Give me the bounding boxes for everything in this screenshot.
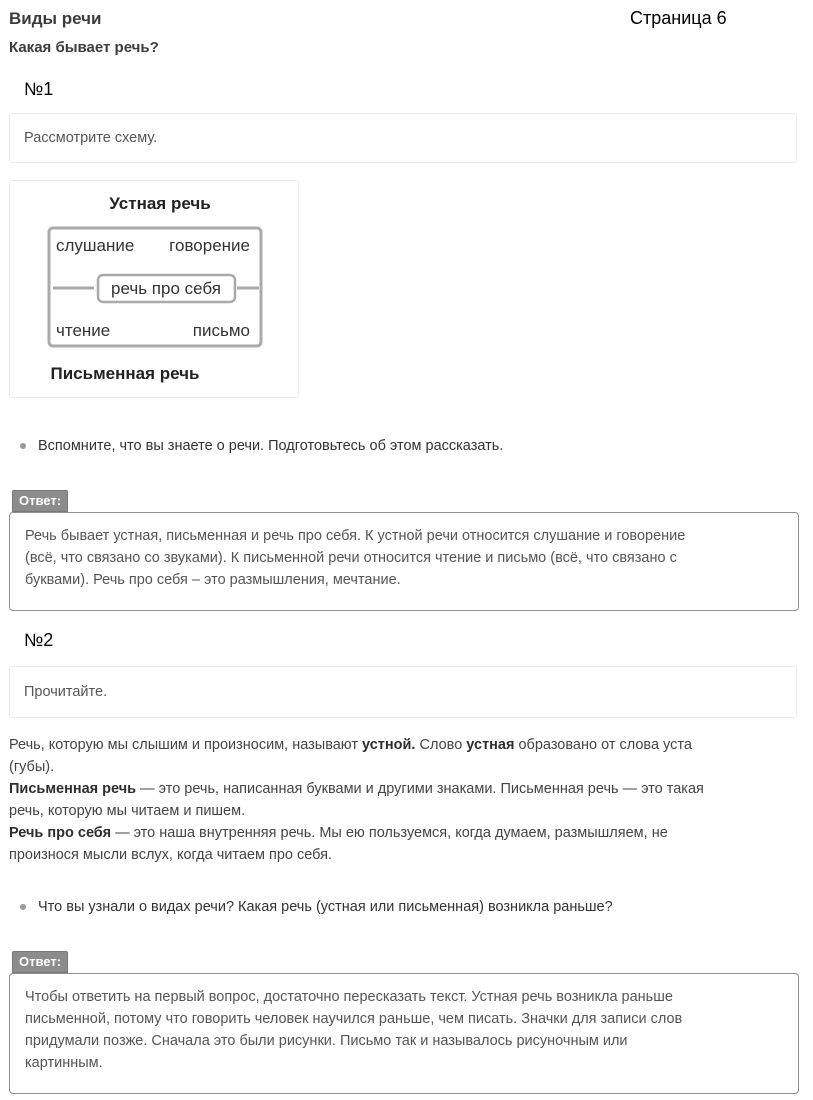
answer-box-1 bbox=[9, 512, 799, 611]
page-title: Виды речи bbox=[9, 9, 102, 28]
text-line: произнося мысли вслух, когда читаем про себя. bbox=[9, 847, 333, 863]
answer1-line: буквами). Речь про себя – это размышления, мечтание. bbox=[25, 572, 401, 588]
scheme-bottom-right: письмо bbox=[192, 321, 250, 340]
page-number: Страница 6 bbox=[630, 8, 727, 28]
speech-scheme-figure bbox=[9, 180, 299, 398]
text-line: Письменная речь — это речь, написанная буквами и другими знаками. Письменная речь — это такая bbox=[9, 781, 704, 797]
task1-question bbox=[20, 438, 503, 454]
bold-term: устной. bbox=[362, 737, 416, 753]
text-line: речь, которую мы читаем и пишем. bbox=[9, 803, 246, 819]
scheme-center: речь про себя bbox=[111, 279, 221, 298]
task2-question bbox=[20, 899, 613, 915]
task-number-1: №1 bbox=[24, 79, 54, 99]
answer2-line: письменной, потому что говорить человек научился раньше, чем писать. Значки для записи слов bbox=[25, 1011, 683, 1027]
scheme-top-right: говорение bbox=[169, 236, 250, 255]
task2-instruction: Прочитайте. bbox=[24, 684, 108, 700]
task1-question-text: Вспомните, что вы знаете о речи. Подготовьтесь об этом рассказать. bbox=[38, 438, 504, 454]
scheme-bottom-label: Письменная речь bbox=[50, 364, 200, 383]
text-line: Речь про себя — это наша внутренняя речь. Мы ею пользуемся, когда думаем, размышляем, не bbox=[9, 825, 668, 841]
answer-label-2: Ответ: bbox=[12, 951, 68, 973]
answer-box-2 bbox=[9, 973, 799, 1094]
answer1-line: Речь бывает устная, письменная и речь про себя. К устной речи относится слушание и говорение bbox=[25, 528, 686, 544]
speech-scheme bbox=[10, 181, 300, 399]
task2-reading-text bbox=[9, 734, 804, 866]
task1-instruction-box bbox=[9, 113, 797, 163]
answer2-line: картинным. bbox=[25, 1055, 103, 1071]
bold-term: Речь про себя bbox=[9, 825, 112, 841]
task-number-2: №2 bbox=[24, 630, 54, 650]
scheme-top-label: Устная речь bbox=[109, 194, 211, 213]
page-subtitle: Какая бывает речь? bbox=[9, 39, 159, 56]
task1-instruction: Рассмотрите схему. bbox=[24, 130, 158, 146]
answer-label-1: Ответ: bbox=[12, 490, 68, 512]
answer1-line: (всё, что связано со звуками). К письменной речи относится чтение и письмо (всё, что связано с bbox=[25, 550, 677, 566]
bold-term: устная bbox=[466, 737, 515, 753]
answer2-line: придумали позже. Сначала это были рисунки. Письмо так и называлось рисуночным или bbox=[25, 1033, 628, 1049]
text-line: Речь, которую мы слышим и произносим, называют устной. Слово устная образовано от слова уста bbox=[9, 737, 692, 753]
bullet-icon bbox=[20, 904, 26, 910]
task2-instruction-box bbox=[9, 666, 797, 718]
text-line: (губы). bbox=[9, 759, 55, 775]
task2-question-text: Что вы узнали о видах речи? Какая речь (устная или письменная) возникла раньше? bbox=[38, 899, 613, 915]
bullet-icon bbox=[20, 443, 26, 449]
scheme-top-left: слушание bbox=[56, 236, 135, 255]
scheme-bottom-left: чтение bbox=[56, 321, 111, 340]
bold-term: Письменная речь bbox=[9, 781, 137, 797]
answer2-line: Чтобы ответить на первый вопрос, достаточно пересказать текст. Устная речь возникла раньше bbox=[25, 989, 673, 1005]
